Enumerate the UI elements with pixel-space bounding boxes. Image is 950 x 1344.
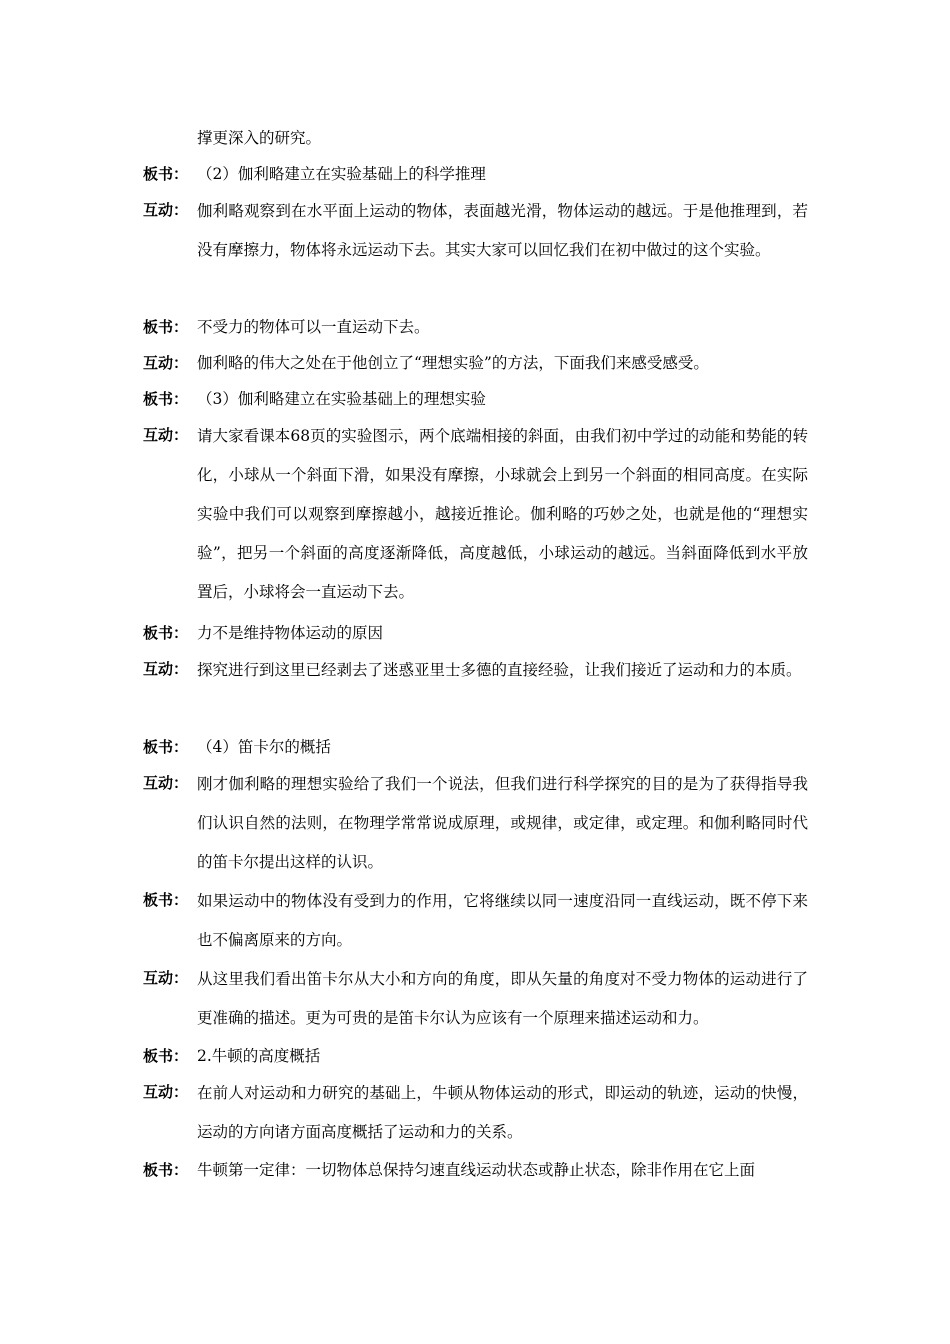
paragraph-label: 板书：: [143, 1047, 189, 1065]
paragraph-label: 互动：: [143, 201, 189, 219]
paragraph-text: （3）伽利略建立在实验基础上的理想实验: [197, 390, 486, 408]
paragraph-label: 互动：: [143, 774, 189, 792]
paragraph-text: 伽利略的伟大之处在于他创立了“理想实验”的方法，下面我们来感受感受。: [197, 354, 709, 372]
paragraph-text: 力不是维持物体运动的原因: [197, 624, 384, 642]
paragraph-text: 2.牛顿的高度概括: [197, 1047, 321, 1065]
paragraph-label: 互动：: [143, 426, 189, 444]
paragraph-text: （2）伽利略建立在实验基础上的科学推理: [197, 165, 486, 183]
continuation-text: 撑更深入的研究。: [197, 129, 322, 147]
paragraph-label: 板书：: [143, 318, 189, 336]
paragraph-text: 牛顿第一定律：一切物体总保持匀速直线运动状态或静止状态，除非作用在它上面: [197, 1161, 756, 1179]
paragraph-label: 板书：: [143, 390, 189, 408]
paragraph-label: 板书：: [143, 624, 189, 642]
paragraph-text: 探究进行到这里已经剥去了迷惑亚里士多德的直接经验，让我们接近了运动和力的本质。: [197, 661, 802, 679]
paragraph-label: 互动：: [143, 354, 189, 372]
paragraph-text: 在前人对运动和力研究的基础上，牛顿从物体运动的形式，即运动的轨迹，运动的快慢，运动的方向诸方面高度概括了运动和力的关系。: [197, 1084, 808, 1141]
paragraph-label: 板书：: [143, 891, 189, 909]
paragraph-label: 板书：: [143, 165, 189, 183]
paragraph-text: （4）笛卡尔的概括: [197, 738, 331, 756]
paragraph-text: 不受力的物体可以一直运动下去。: [197, 318, 430, 336]
paragraph-text: 伽利略观察到在水平面上运动的物体，表面越光滑，物体运动的越远。于是他推理到，若没有摩擦力，物体将永远运动下去。其实大家可以回忆我们在初中做过的这个实验。: [197, 202, 808, 259]
paragraph-text: 如果运动中的物体没有受到力的作用，它将继续以同一速度沿同一直线运动，既不停下来也不偏离原来的方向。: [197, 892, 808, 949]
paragraph-text: 从这里我们看出笛卡尔从大小和方向的角度，即从矢量的角度对不受力物体的运动进行了更准确的描述。更为可贵的是笛卡尔认为应该有一个原理来描述运动和力。: [197, 970, 808, 1027]
paragraph-label: 板书：: [143, 1161, 189, 1179]
paragraph-label: 互动：: [143, 660, 189, 678]
paragraph-label: 互动：: [143, 969, 189, 987]
paragraph-label: 互动：: [143, 1083, 189, 1101]
paragraph-text: 刚才伽利略的理想实验给了我们一个说法，但我们进行科学探究的目的是为了获得指导我们认识自然的法则，在物理学常常说成原理，或规律，或定律，或定理。和伽利略同时代的笛卡尔提出这样的认识。: [197, 775, 808, 871]
paragraph-text: 请大家看课本68页的实验图示，两个底端相接的斜面，由我们初中学过的动能和势能的转化，小球从一个斜面下滑，如果没有摩擦，小球就会上到另一个斜面的相同高度。在实际实验中我们可以观察到摩擦越小，越接近推论。伽利略的巧妙之处，也就是他的“理想实验”，把另一个斜面的高度逐渐降低，高度越低，小球运动的越远。当斜面降低到水平放置后，小球将会一直运动下去。: [197, 427, 808, 601]
paragraph-label: 板书：: [143, 738, 189, 756]
